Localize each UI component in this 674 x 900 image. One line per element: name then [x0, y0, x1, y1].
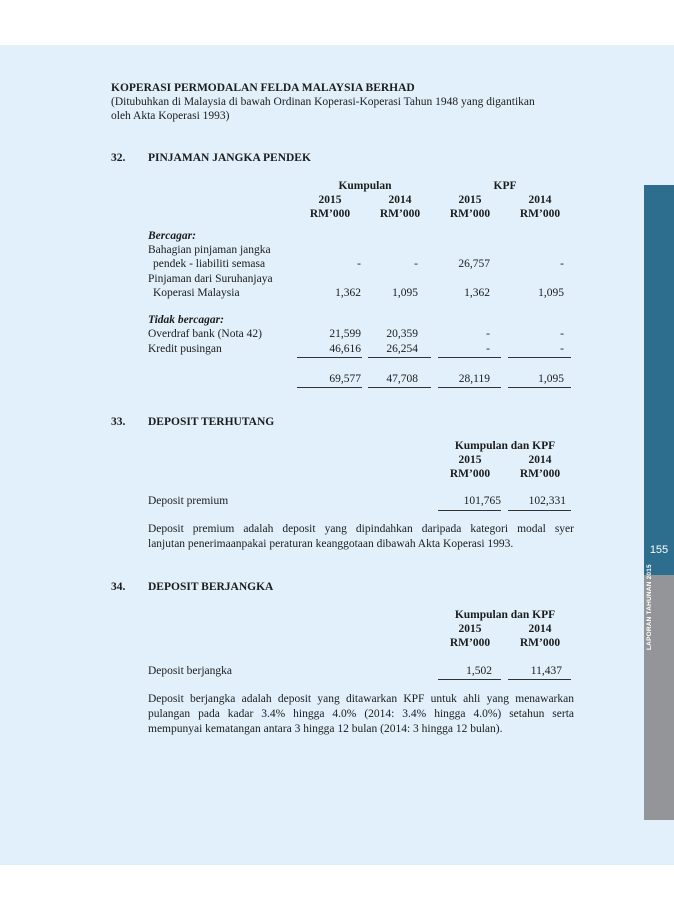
note32-row2-col4: 1,095: [538, 287, 564, 299]
note33-row-col1: 101,765: [463, 495, 501, 507]
note32-row4-col2: 26,254: [386, 343, 418, 355]
note32-subtotal-rule-col1: [297, 357, 362, 358]
note32-year-col4: 2014: [528, 194, 552, 206]
company-subtitle-line2: oleh Akta Koperasi 1993): [111, 110, 230, 122]
note32-total-rule-col4: [508, 387, 571, 388]
note32-total-rule-col3: [438, 387, 501, 388]
note32-unit-col1: RM’000: [309, 208, 351, 220]
side-tab-label: LAPORAN TAHUNAN 2015: [646, 564, 653, 650]
note32-year-col1: 2015: [318, 194, 342, 206]
note34-paragraph-line2: pulangan pada kadar 3.4% hingga 4.0% (2014: 3.4% hingga 4.0%) setahun serta: [148, 708, 574, 720]
note33-rule-col1: [438, 510, 501, 511]
note34-rule-col1: [438, 679, 501, 680]
note32-row2-label-line2: Koperasi Malaysia: [153, 287, 240, 299]
note32-subtotal-rule-col4: [508, 357, 571, 358]
note34-paragraph-line1: Deposit berjangka adalah deposit yang ditawarkan KPF untuk ahli yang menawarkan: [148, 693, 574, 705]
page-number: 155: [649, 544, 669, 556]
note32-row3-col2: 20,359: [386, 328, 418, 340]
note33-number: 33.: [111, 416, 126, 428]
note32-row1-col1: -: [357, 258, 361, 270]
note34-paragraph-line3: mempunyai kematangan antara 3 hingga 12 bulan (2014: 3 hingga 12 bulan).: [148, 723, 503, 735]
note32-unit-col3: RM’000: [449, 208, 491, 220]
note32-row1-label-line1: Bahagian pinjaman jangka: [148, 244, 271, 256]
note34-group-header: Kumpulan dan KPF: [454, 609, 556, 621]
note32-total-rule-col2: [368, 387, 431, 388]
note32-group-kumpulan: Kumpulan: [338, 180, 392, 192]
note32-number: 32.: [111, 152, 126, 164]
note33-unit-col2: RM’000: [519, 468, 561, 480]
note32-total-col2: 47,708: [386, 373, 418, 385]
note34-year-col1: 2015: [458, 623, 482, 635]
note33-row-col2: 102,331: [528, 495, 566, 507]
note33-year-col2: 2014: [528, 454, 552, 466]
note32-secured-heading: Bercagar:: [148, 230, 196, 242]
note32-row3-col4: -: [560, 328, 564, 340]
note34-rule-col2: [508, 679, 571, 680]
note32-row2-col2: 1,095: [392, 287, 418, 299]
note32-total-col4: 1,095: [538, 373, 564, 385]
note34-row-label: Deposit berjangka: [148, 665, 232, 677]
note32-row2-col1: 1,362: [335, 287, 361, 299]
note34-row-col2: 11,437: [530, 665, 562, 677]
note32-row3-col3: -: [486, 328, 490, 340]
note33-group-header: Kumpulan dan KPF: [454, 440, 556, 452]
company-subtitle-line1: (Ditubuhkan di Malaysia di bawah Ordinan Koperasi-Koperasi Tahun 1948 yang digantikan: [111, 96, 535, 108]
note34-year-col2: 2014: [528, 623, 552, 635]
note33-paragraph-line2: lanjutan penerimaanpakai peraturan keanggotaan dibawah Akta Koperasi 1993.: [148, 538, 514, 550]
note32-total-col3: 28,119: [458, 373, 490, 385]
note32-title: PINJAMAN JANGKA PENDEK: [148, 152, 311, 164]
note32-row2-col3: 1,362: [464, 287, 490, 299]
note34-row-col1: 1,502: [466, 665, 492, 677]
note32-group-kpf: KPF: [493, 180, 517, 192]
note34-unit-col2: RM’000: [519, 637, 561, 649]
note32-row4-label: Kredit pusingan: [148, 343, 222, 355]
note32-row3-label: Overdraf bank (Nota 42): [148, 328, 262, 340]
note33-paragraph-line1: Deposit premium adalah deposit yang dipindahkan daripada kategori modal syer: [148, 523, 574, 535]
note33-rule-col2: [508, 510, 571, 511]
note32-unit-col4: RM’000: [519, 208, 561, 220]
note32-subtotal-rule-col2: [368, 357, 431, 358]
note33-year-col1: 2015: [458, 454, 482, 466]
side-tab-blue: [644, 185, 674, 575]
note33-row-label: Deposit premium: [148, 495, 229, 507]
note32-row1-col2: -: [414, 258, 418, 270]
note34-unit-col1: RM’000: [449, 637, 491, 649]
note34-title: DEPOSIT BERJANGKA: [148, 581, 274, 593]
note32-total-col1: 69,577: [329, 373, 361, 385]
note32-row4-col1: 46,616: [329, 343, 361, 355]
note32-unit-col2: RM’000: [379, 208, 421, 220]
note32-total-rule-col1: [297, 387, 362, 388]
note34-number: 34.: [111, 581, 126, 593]
note32-row2-label-line1: Pinjaman dari Suruhanjaya: [148, 273, 273, 285]
note33-unit-col1: RM’000: [449, 468, 491, 480]
note32-row4-col4: -: [560, 343, 564, 355]
company-name: KOPERASI PERMODALAN FELDA MALAYSIA BERHAD: [111, 82, 415, 94]
note32-row1-label-line2: pendek - liabiliti semasa: [153, 258, 266, 270]
note33-title: DEPOSIT TERHUTANG: [148, 416, 275, 428]
note32-year-col2: 2014: [388, 194, 412, 206]
note32-row1-col3: 26,757: [458, 258, 490, 270]
note32-year-col3: 2015: [458, 194, 482, 206]
note32-row4-col3: -: [486, 343, 490, 355]
note32-row3-col1: 21,599: [329, 328, 361, 340]
note32-unsecured-heading: Tidak bercagar:: [148, 314, 224, 326]
note32-row1-col4: -: [560, 258, 564, 270]
note32-subtotal-rule-col3: [438, 357, 501, 358]
